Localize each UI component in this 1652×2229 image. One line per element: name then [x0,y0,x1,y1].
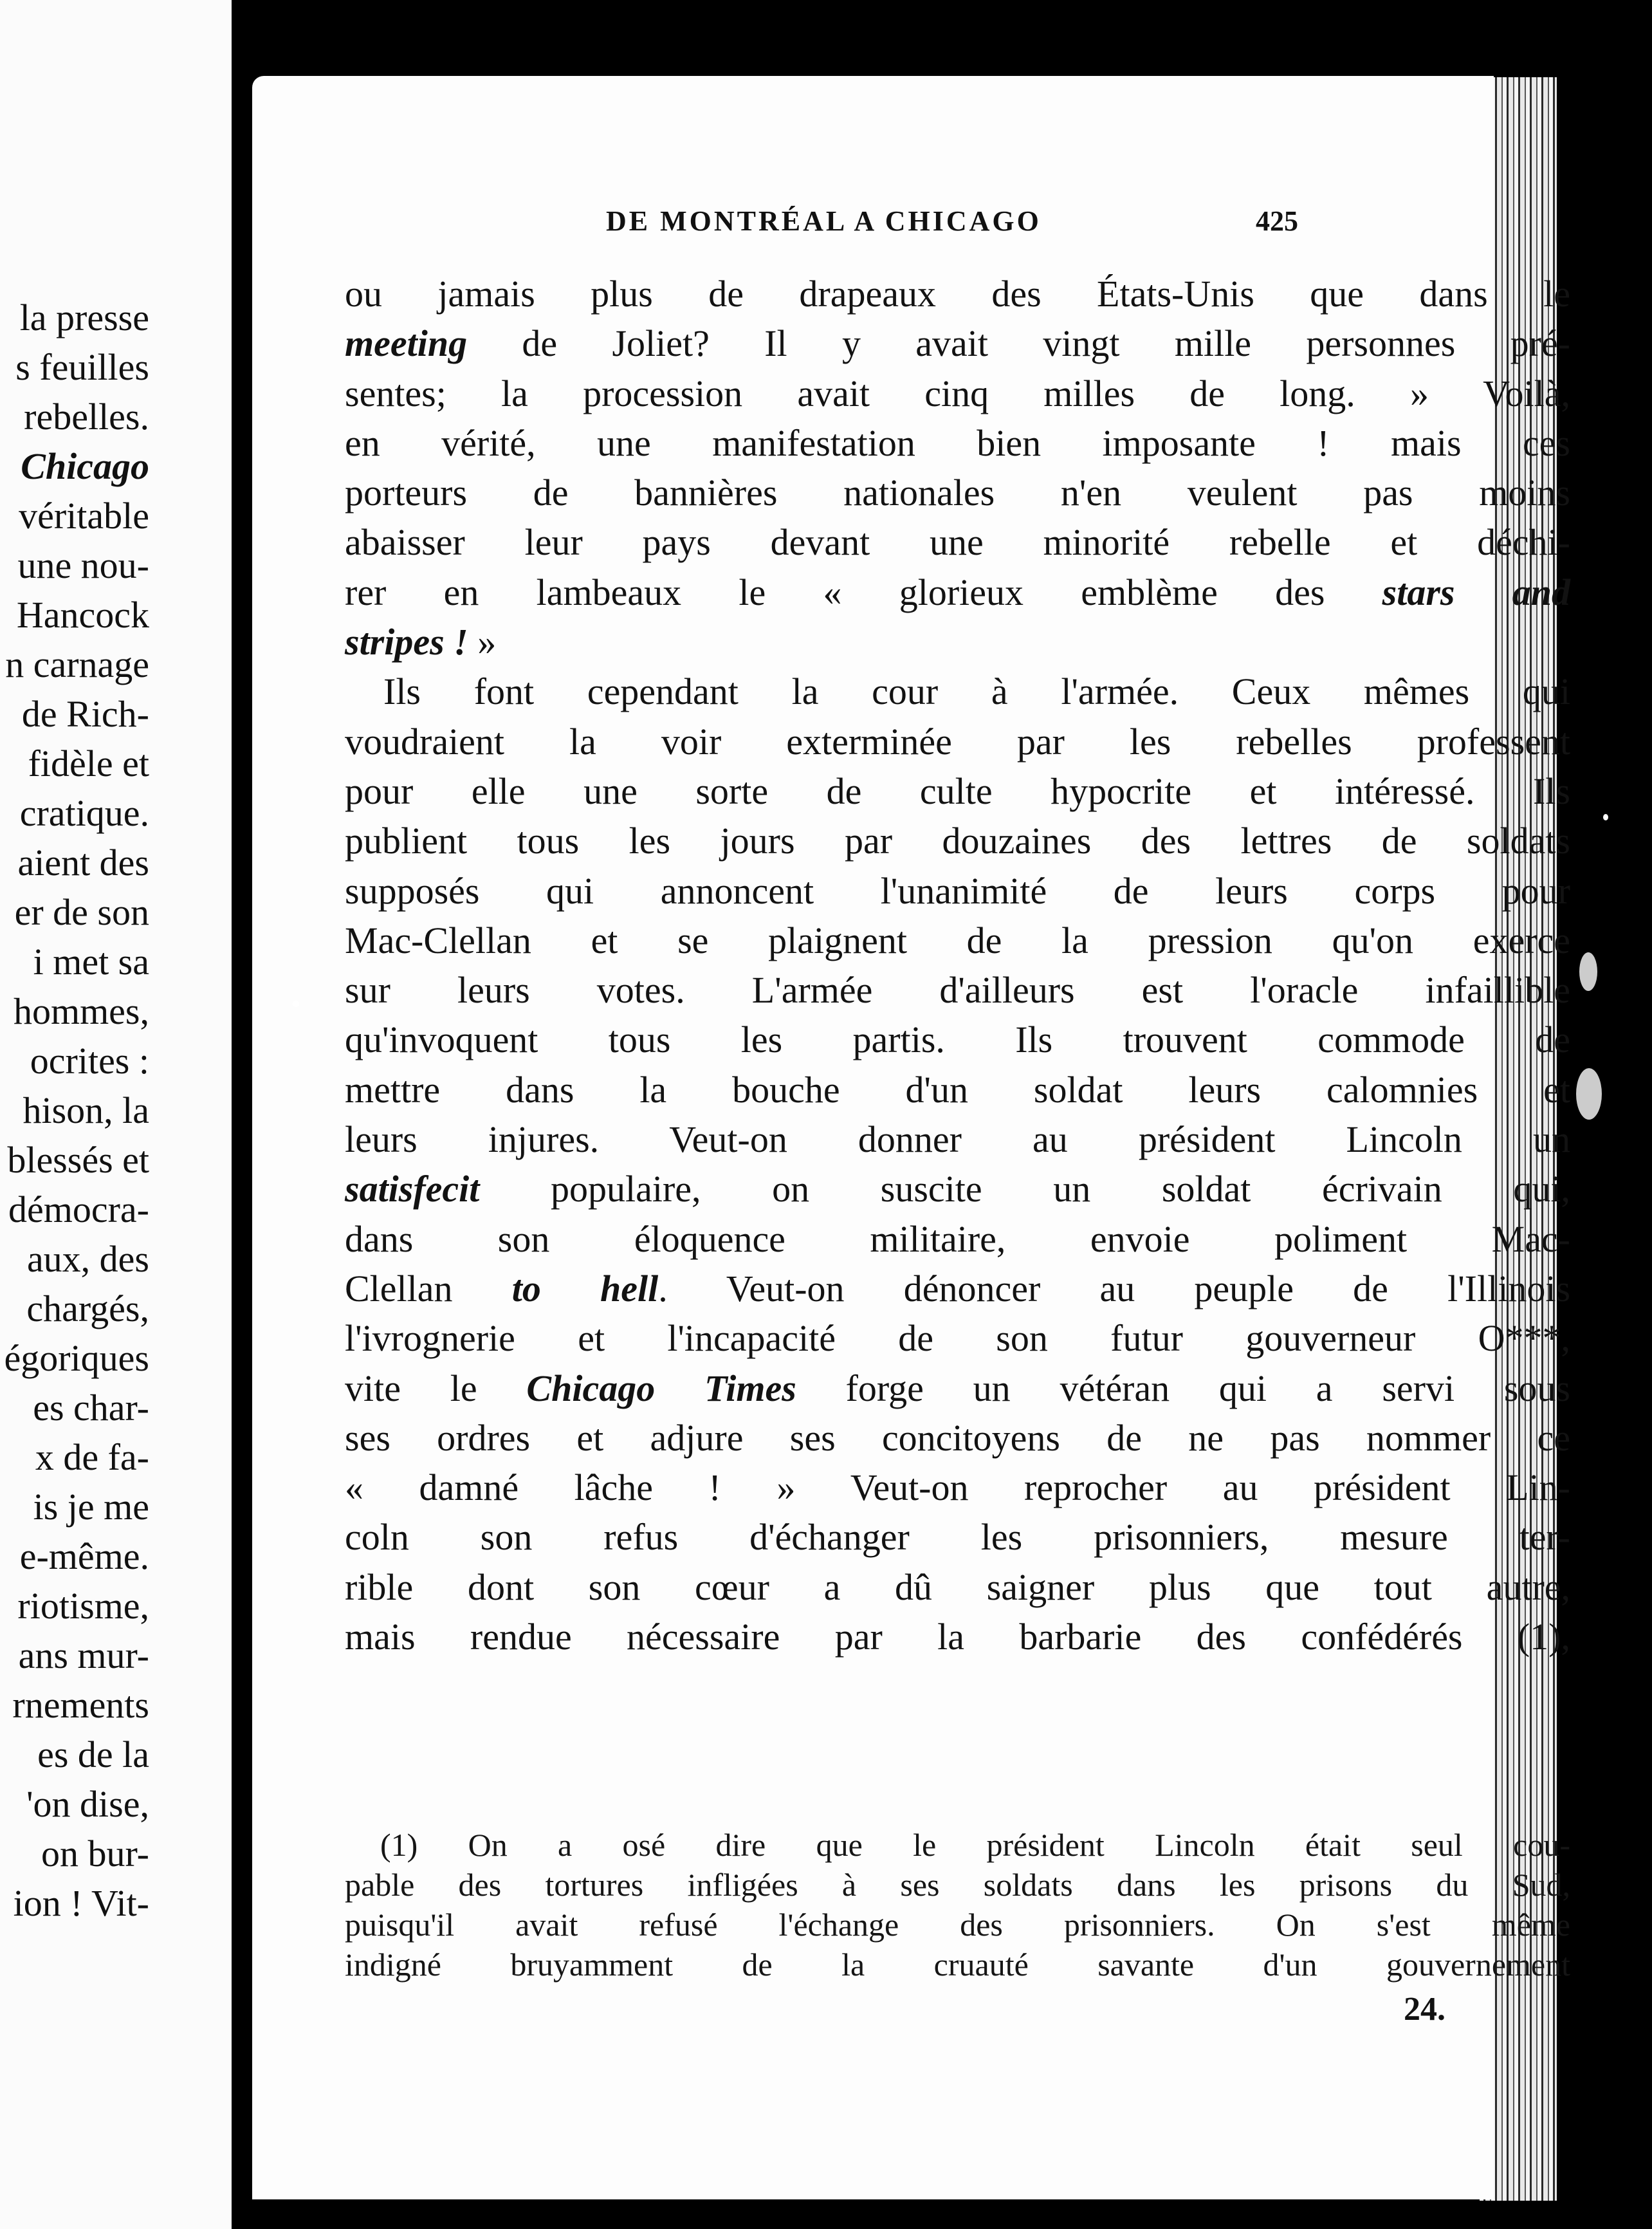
left-page-line: ion ! Vit- [13,1882,149,1924]
text-line: pour elle une sorte de culte hypocrite et intéressé. Ils [345,770,1570,812]
text-line: ou jamais plus de drapeaux des États-Unis que dans le [345,273,1570,315]
left-page-line [0,441,232,491]
footnote-line: indigné bruyamment de la cruauté savante d'un gouvernement [345,1947,1570,1983]
left-page-line: er de son [14,891,149,933]
text-line [345,568,1570,617]
text-line: Ils font cependant la cour à l'armée. Ceux mêmes qui [383,671,1570,713]
left-page-line: aux, des [26,1238,149,1280]
page-number: 425 [1256,205,1298,237]
text-line: porteurs de bannières nationales n'en veulent pas moins [345,472,1570,514]
scan-speck [1603,814,1608,820]
text-run: . Veut-on dénoncer au peuple de l'Illinois [658,1267,1571,1309]
left-page-line: véritable [19,495,149,537]
italic-term: meeting [345,322,468,365]
left-page-line: es de la [37,1734,149,1775]
scan-speck [1579,952,1597,991]
text-line: supposés qui annoncent l'unanimité de leurs corps pour [345,869,1570,912]
text-run: de Joliet? Il y avait vingt mille personnes pré- [467,322,1570,365]
text-line: abaisser leur pays devant une minorité rebelle et déchi- [345,521,1570,564]
text-line: ses ordres et adjure ses concitoyens de ne pas nommer ce [345,1416,1570,1459]
italic-term: satisfecit [345,1168,480,1210]
left-page-line: on bur- [41,1833,149,1874]
text-run: Clellan [345,1267,512,1309]
left-page-line: de Rich- [21,693,149,735]
left-page-fragment [0,0,232,2229]
left-page-line: rnements [12,1684,149,1726]
left-page-line: n carnage [5,643,149,685]
text-line: « damné lâche ! » Veut-on reprocher au président Lin- [345,1466,1570,1509]
left-page-line: 'on dise, [26,1783,149,1825]
left-page-line: la presse [19,297,149,338]
right-page [252,76,1571,2199]
footnote-line: pable des tortures infligées à ses soldats dans les prisons du Sud, [345,1867,1570,1903]
text-line: qu'invoquent tous les partis. Ils trouvent commode de [345,1019,1570,1061]
left-page-line: une nou- [17,544,149,586]
left-page-line: x de fa- [35,1436,149,1478]
italic-term: Chicago Times [526,1367,796,1409]
running-title: DE MONTRÉAL A CHICAGO [606,205,1042,237]
text-line: l'ivrognerie et l'incapacité de son futur gouverneur O***, [345,1317,1570,1360]
body-text [345,269,1570,1661]
text-line [345,1264,1570,1313]
left-page-line: riotisme, [17,1585,149,1627]
text-line: mettre dans la bouche d'un soldat leurs calomnies et [345,1068,1570,1111]
left-page-line: hommes, [13,990,149,1032]
text-line [345,617,1570,667]
left-page-line: hison, la [23,1089,149,1131]
left-page-line: cratique. [19,792,149,834]
signature-mark: 24. [1404,1991,1446,2028]
text-line: en vérité, une manifestation bien imposante ! mais ces [345,421,1570,464]
text-line: leurs injures. Veut-on donner au président Lincoln un [345,1118,1570,1161]
left-page-line: ans mur- [18,1634,149,1676]
scan-speck [293,1001,299,1007]
left-page-line: i met sa [33,941,149,983]
italic-term: stars and [1382,571,1570,613]
text-run: vite le [345,1367,527,1409]
footnote [345,1825,1570,1984]
italic-term: Chicago [21,445,149,487]
left-page-line: e-même. [19,1535,149,1577]
text-line: sur leurs votes. L'armée d'ailleurs est l'oracle infaillible [345,969,1570,1012]
text-line [345,1164,1570,1214]
text-run: » [468,621,497,663]
left-page-line: es char- [33,1387,149,1429]
left-page-line: ocrites : [30,1040,149,1082]
text-line: rible dont son cœur a dû saigner plus que tout autre, [345,1566,1570,1608]
text-line: voudraient la voir exterminée par les rebelles professent [345,720,1570,763]
left-page-line: fidèle et [28,743,149,784]
left-page-line: Hancock [16,594,149,636]
text-run: forge un vétéran qui a servi sous [796,1367,1570,1409]
left-page-line: blessés et [7,1139,149,1181]
text-line: Mac-Clellan et se plaignent de la pression qu'on exerce [345,919,1570,961]
text-line: coln son refus d'échanger les prisonniers, mesure ter- [345,1516,1570,1558]
italic-term: stripes ! [345,621,468,663]
footnote-line: puisqu'il avait refusé l'échange des prisonniers. On s'est même [345,1907,1570,1943]
italic-term: to hell [511,1267,659,1309]
text-line: sentes; la procession avait cinq milles de long. » Voilà, [345,372,1570,414]
text-line [345,319,1570,368]
text-line: publient tous les jours par douzaines des lettres de soldats [345,820,1570,862]
left-page-line: chargés, [26,1288,149,1329]
text-line [345,1364,1570,1413]
text-line: mais rendue nécessaire par la barbarie des confédérés (1), [345,1616,1570,1658]
left-page-lines [0,293,232,1928]
left-page-line: is je me [33,1486,149,1528]
left-page-line: s feuilles [15,346,149,388]
text-run: rer en lambeaux le « glorieux emblème des [345,571,1382,613]
running-header [252,205,1494,256]
footnote-line: (1) On a osé dire que le président Lincoln était seul cou- [380,1827,1570,1863]
left-page-line: démocra- [8,1188,149,1230]
text-run: populaire, on suscite un soldat écrivain qui, [479,1168,1570,1210]
text-line: dans son éloquence militaire, envoie poliment Mac- [345,1217,1570,1260]
left-page-line: égoriques [4,1337,149,1379]
left-page-line: rebelles. [24,396,149,438]
left-page-line: aient des [17,842,149,883]
scan-speck [1576,1068,1602,1120]
